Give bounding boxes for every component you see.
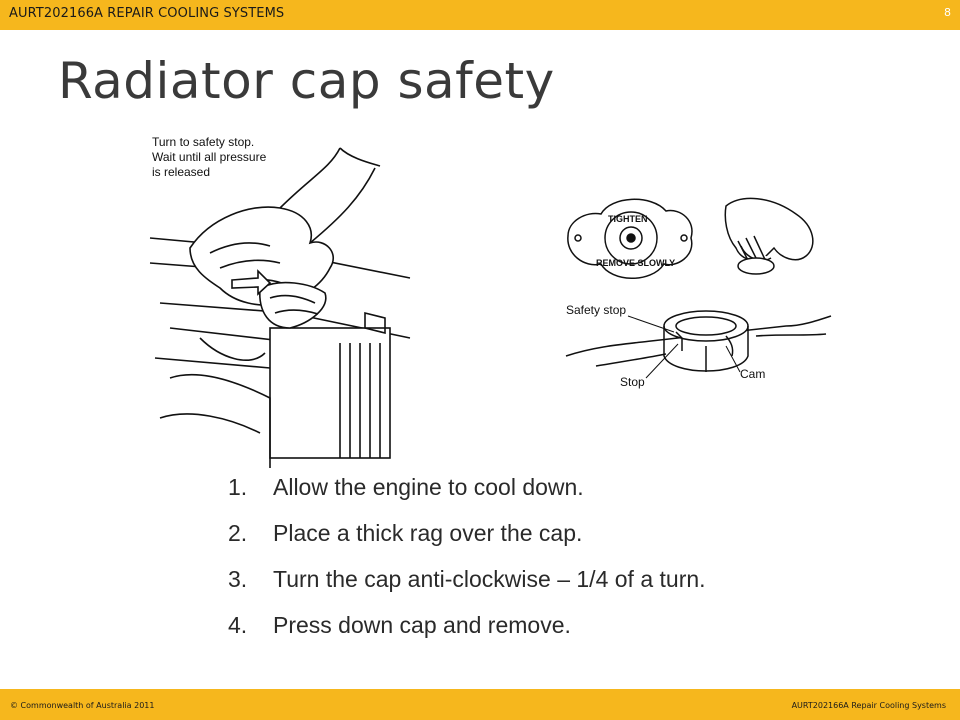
step-number: 1. bbox=[228, 474, 248, 500]
copyright-text: © Commonwealth of Australia 2011 bbox=[10, 701, 155, 710]
radiator-cap-detail-illustration bbox=[556, 186, 836, 396]
step-text: Allow the engine to cool down. bbox=[273, 474, 584, 500]
step-item bbox=[228, 520, 706, 566]
cap-text-bottom: REMOVE SLOWLY bbox=[596, 258, 676, 268]
step-number: 2. bbox=[228, 520, 248, 546]
step-item bbox=[228, 474, 706, 520]
footer-bar bbox=[0, 689, 960, 720]
step-number: 4. bbox=[228, 612, 248, 638]
step-text: Place a thick rag over the cap. bbox=[273, 520, 583, 546]
step-number: 3. bbox=[228, 566, 248, 592]
course-title: AURT202166A REPAIR COOLING SYSTEMS bbox=[9, 6, 285, 21]
label-cam: Cam bbox=[740, 367, 766, 381]
step-item bbox=[228, 566, 706, 612]
step-text: Turn the cap anti-clockwise – 1/4 of a turn. bbox=[273, 566, 706, 592]
label-safety-stop: Safety stop bbox=[566, 303, 627, 317]
step-item bbox=[228, 612, 706, 658]
cap-text-top: TIGHTEN bbox=[608, 214, 648, 224]
cap-detail-drawing bbox=[556, 186, 836, 396]
label-stop: Stop bbox=[620, 375, 645, 389]
page-number: 8 bbox=[944, 6, 951, 19]
slide-title: Radiator cap safety bbox=[58, 52, 555, 110]
caption-line-3: is released bbox=[152, 165, 211, 179]
safety-steps-list bbox=[228, 474, 706, 658]
header-bar bbox=[0, 0, 960, 30]
hand-turning-cap-illustration bbox=[140, 128, 420, 468]
step-text: Press down cap and remove. bbox=[273, 612, 571, 638]
caption-line-1: Turn to safety stop. bbox=[152, 135, 255, 149]
footer-course-title: AURT202166A Repair Cooling Systems bbox=[791, 701, 946, 710]
caption-line-2: Wait until all pressure bbox=[152, 150, 267, 164]
hand-turning-cap-drawing bbox=[140, 128, 420, 468]
